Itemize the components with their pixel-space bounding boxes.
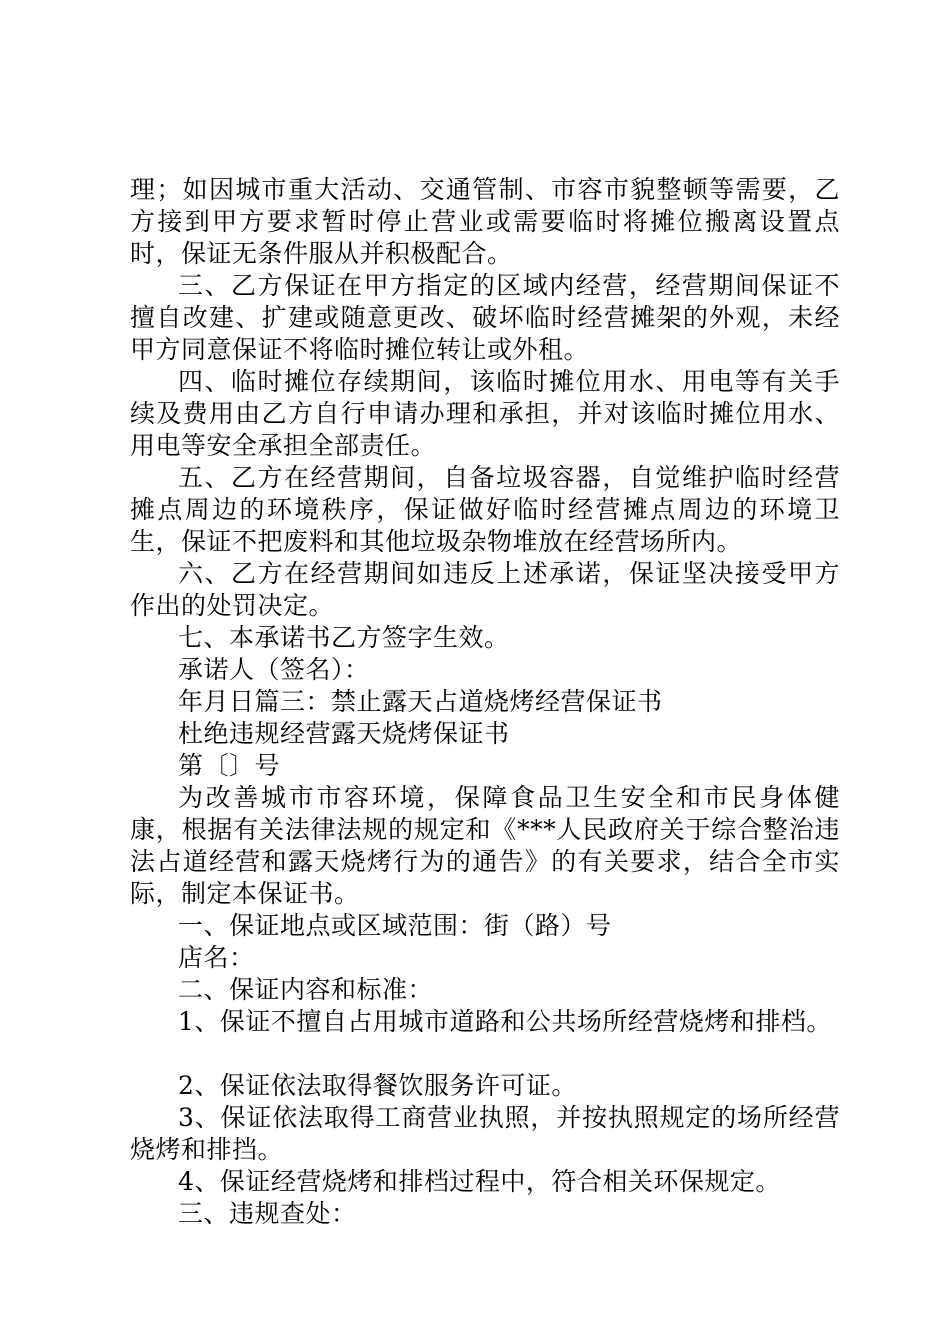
signature-line: 承诺人（签名）： [178, 655, 370, 684]
paragraph-clause-5: 五、乙方在经营期间，自备垃圾容器，自觉维护临时经营摊点周边的环境秩序，保证做好临时经营摊点周边的环境卫生，保证不把废料和其他垃圾杂物堆放在经营场所内。 [130, 463, 840, 556]
paragraph-item-2: 2、保证依法取得餐饮服务许可证。 [178, 1071, 577, 1100]
document-body [130, 174, 840, 1230]
paragraph-item-4: 4、保证经营烧烤和排档过程中，符合相关环保规定。 [178, 1167, 781, 1196]
date-and-section-title: 年月日篇三：禁止露天占道烧烤经营保证书 [178, 687, 663, 716]
paragraph-clause-6: 六、乙方在经营期间如违反上述承诺，保证坚决接受甲方作出的处罚决定。 [130, 559, 840, 620]
blank-line [130, 1038, 840, 1070]
paragraph-content-heading: 二、保证内容和标准： [178, 975, 434, 1004]
paragraph-item-3: 3、保证依法取得工商营业执照，并按执照规定的场所经营烧烤和排挡。 [130, 1103, 840, 1164]
paragraph-shop-name: 店名： [178, 943, 255, 972]
paragraph-clause-7: 七、本承诺书乙方签字生效。 [178, 623, 510, 652]
document-number: 第〔〕号 [178, 751, 281, 780]
paragraph-location: 一、保证地点或区域范围：街（路）号 [178, 911, 612, 940]
document-title: 杜绝违规经营露天烧烤保证书 [178, 719, 510, 748]
paragraph-continuation: 理；如因城市重大活动、交通管制、市容市貌整顿等需要，乙方接到甲方要求暂时停止营业或需要临时将摊位搬离设置点时，保证无条件服从并积极配合。 [130, 175, 840, 268]
paragraph-preamble: 为改善城市市容环境，保障食品卫生安全和市民身体健康，根据有关法律法规的规定和《***人民政府关于综合整治违法占道经营和露天烧烤行为的通告》的有关要求，结合全市实际，制定本保证书。 [130, 783, 840, 908]
paragraph-item-1: 1、保证不擅自占用城市道路和公共场所经营烧烤和排档。 [178, 1007, 832, 1036]
paragraph-clause-4: 四、临时摊位存续期间，该临时摊位用水、用电等有关手续及费用由乙方自行申请办理和承担，并对该临时摊位用水、用电等安全承担全部责任。 [130, 367, 840, 460]
paragraph-violation-heading: 三、违规查处： [178, 1199, 357, 1228]
paragraph-clause-3: 三、乙方保证在甲方指定的区域内经营，经营期间保证不擅自改建、扩建或随意更改、破坏临时经营摊架的外观，未经甲方同意保证不将临时摊位转让或外租。 [130, 271, 840, 364]
